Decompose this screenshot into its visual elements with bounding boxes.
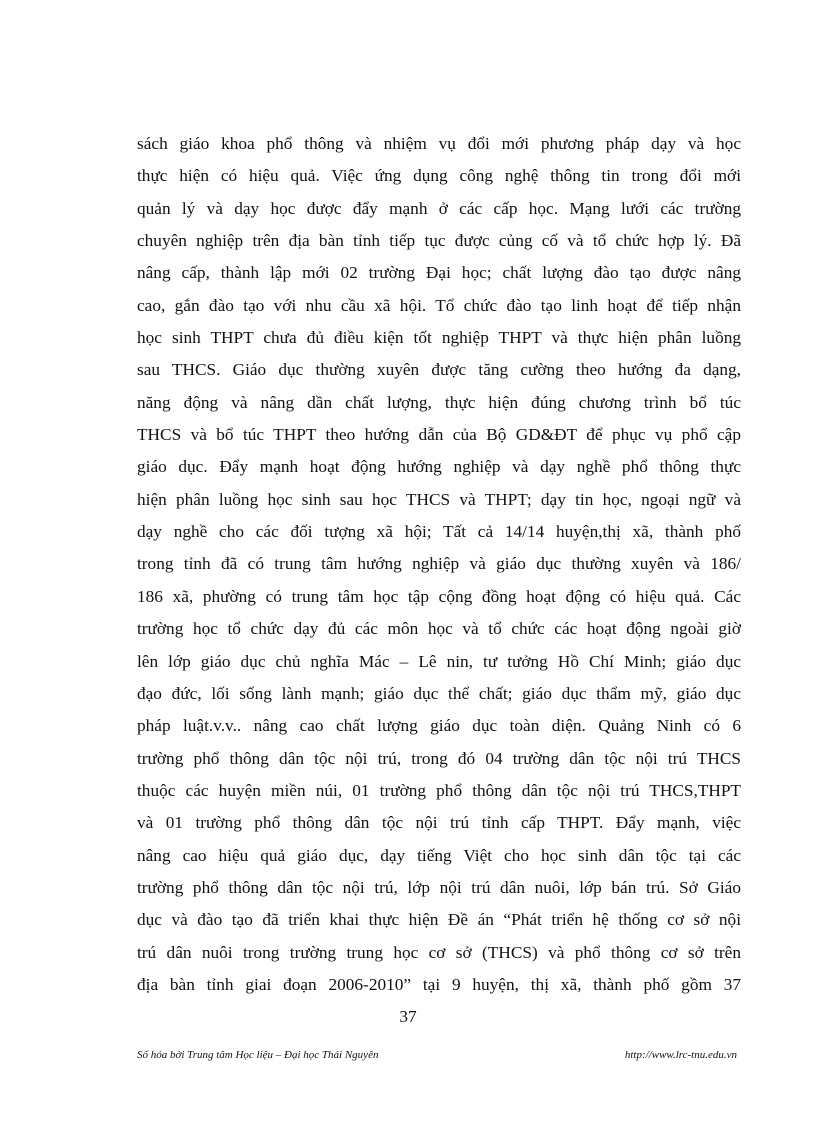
text-line: trường phổ thông dân tộc nội trú, lớp nội trú dân nuôi, lớp bán trú. Sở Giáo [137,877,741,897]
text-line: năng động và nâng dần chất lượng, thực hiện đúng chương trình bổ túc [137,392,741,412]
footer-url[interactable]: http://www.lrc-tnu.edu.vn [624,1049,737,1061]
text-line: THCS và bổ túc THPT theo hướng dẫn của Bộ GD&ĐT để phục vụ phổ cập [137,425,741,445]
text-line: hiện phân luồng học sinh sau học THCS và THPT; dạy tin học, ngoại ngữ và [137,489,741,509]
footer-source-text: Số hóa bởi Trung tâm Học liệu – Đại học Thái Nguyên [137,1049,379,1061]
text-line: 186 xã, phường có trung tâm học tập cộng đồng hoạt động có hiệu quả. Các [137,586,741,606]
text-line: dạy nghề cho các đối tượng xã hội; Tất cả 14/14 huyện,thị xã, thành phố [137,522,741,542]
text-line: sách giáo khoa phổ thông và nhiệm vụ đổi mới phương pháp dạy và học [137,134,741,153]
text-line: thực hiện có hiệu quả. Việc ứng dụng công nghệ thông tin trong đổi mới [137,166,741,186]
text-line: nâng cấp, thành lập mới 02 trường Đại học; chất lượng đào tạo được nâng [137,263,741,283]
text-line: trường học tổ chức dạy đủ các môn học và tổ chức các hoạt động ngoài giờ [137,619,741,639]
text-line: thuộc các huyện miền núi, 01 trường phổ thông dân tộc nội trú THCS,THPT [137,780,741,800]
text-line: giáo dục. Đẩy mạnh hoạt động hướng nghiệp và dạy nghề phổ thông thực [137,457,741,477]
text-line: địa bàn tỉnh giai đoạn 2006-2010” tại 9 huyện, thị xã, thành phố gồm 37 [137,974,741,994]
page-footer [137,1046,737,1064]
text-line: đạo đức, lối sống lành mạnh; giáo dục thể chất; giáo dục thẩm mỹ, giáo dục [137,683,741,703]
text-line: trú dân nuôi trong trường trung học cơ sở (THCS) và phổ thông cơ sở trên [137,942,741,962]
text-line: quản lý và dạy học được đẩy mạnh ở các cấp học. Mạng lưới các trường [137,198,741,218]
text-line: trường phổ thông dân tộc nội trú, trong đó 04 trường dân tộc nội trú THCS [137,748,741,768]
text-line: chuyên nghiệp trên địa bàn tỉnh tiếp tục được củng cố và tổ chức hợp lý. Đã [137,231,741,251]
text-line: học sinh THPT chưa đủ điều kiện tốt nghiệp THPT và thực hiện phân luồng [137,328,741,348]
text-line: cao, gắn đào tạo với nhu cầu xã hội. Tổ chức đào tạo linh hoạt để tiếp nhận [137,295,741,315]
text-line: dục và đào tạo đã triển khai thực hiện Đề án “Phát triển hệ thống cơ sở nội [137,910,741,930]
text-line: trong tỉnh đã có trung tâm hướng nghiệp và giáo dục thường xuyên và 186/ [137,554,741,574]
page-number: 37 [399,1007,417,1026]
text-line: nâng cao hiệu quả giáo dục, dạy tiếng Việt cho học sinh dân tộc tại các [137,845,741,865]
text-line: pháp luật.v.v.. nâng cao chất lượng giáo dục toàn diện. Quảng Ninh có 6 [137,716,741,736]
text-line: lên lớp giáo dục chủ nghĩa Mác – Lê nin, tư tưởng Hồ Chí Minh; giáo dục [137,651,741,671]
text-line: sau THCS. Giáo dục thường xuyên được tăng cường theo hướng đa dạng, [137,360,741,380]
body-text [137,128,741,1001]
text-line: và 01 trường phổ thông dân tộc nội trú tỉnh cấp THPT. Đẩy mạnh, việc [137,813,741,833]
